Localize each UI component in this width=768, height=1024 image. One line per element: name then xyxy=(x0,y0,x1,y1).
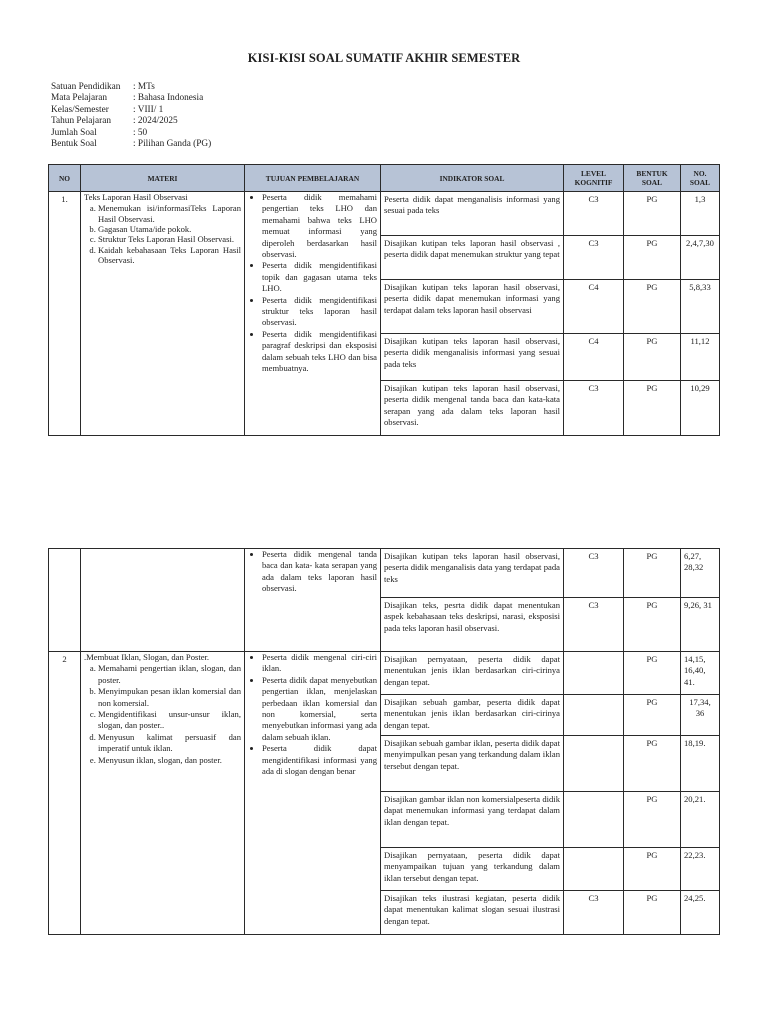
nosoal-cell: 18,19. xyxy=(681,736,720,792)
list-item: a. Memahami pengertian iklan, slogan, dan poster. xyxy=(98,663,241,686)
info-label: Tahun Pelajaran xyxy=(51,116,112,127)
info-value: : 2024/2025 xyxy=(133,116,178,127)
bentuk-cell: PG xyxy=(624,192,681,236)
info-row xyxy=(51,116,211,127)
list-item: a. Menemukan isi/informasiTeks Laporan Hasil Observasi. xyxy=(98,203,241,224)
materi-title: Teks Laporan Hasil Observasi xyxy=(84,192,188,202)
bentuk-cell: PG xyxy=(624,848,681,891)
table-row xyxy=(49,549,720,598)
indikator-cell: Disajikan sebuah gambar iklan, peserta didik dapat menyimpulkan pesan yang terkandung dalam iklan tersebut dengan tepat. xyxy=(381,736,564,792)
tujuan-list xyxy=(248,192,377,375)
nosoal-cell: 6,27, 28,32 xyxy=(681,549,720,598)
level-cell: C3 xyxy=(564,598,624,652)
header-level: LEVEL KOGNITIF xyxy=(564,165,624,192)
list-item: b. Menyimpukan pesan iklan komersial dan non komersial. xyxy=(98,686,241,709)
level-cell: C3 xyxy=(564,549,624,598)
nosoal-cell: 24,25. xyxy=(681,891,720,935)
bentuk-cell: PG xyxy=(624,549,681,598)
nosoal-cell: 11,12 xyxy=(681,334,720,381)
info-label: Jumlah Soal xyxy=(51,127,97,138)
info-value: : VIII/ 1 xyxy=(133,104,164,115)
level-cell xyxy=(564,792,624,848)
level-cell xyxy=(564,652,624,695)
level-cell: C3 xyxy=(564,891,624,935)
nosoal-cell: 17,34, 36 xyxy=(681,695,720,736)
bentuk-cell: PG xyxy=(624,280,681,334)
info-row xyxy=(51,139,211,150)
list-item: c. Mengidentifikasi unsur-unsur iklan, slogan, dan poster.. xyxy=(98,709,241,732)
info-label: Mata Pelajaran xyxy=(51,93,108,104)
level-cell: C4 xyxy=(564,280,624,334)
nosoal-cell: 20,21. xyxy=(681,792,720,848)
materi-list xyxy=(84,663,241,766)
info-row xyxy=(51,105,211,116)
tujuan-cell xyxy=(245,652,381,935)
list-item: • Peserta didik mengenal tanda baca dan kata- kata serapan yang ada dalam teks laporan hasil observasi. xyxy=(262,549,377,595)
indikator-cell: Disajikan pernyataan, peserta didik dapat menentukan jenis iklan berdasarkan ciri-cirinya dengan tepat. xyxy=(381,652,564,695)
info-value: : Bahasa Indonesia xyxy=(133,93,204,104)
indikator-cell: Disajikan kutipan teks laporan hasil observasi, peserta didik menganalisis data yang terdapat pada teks xyxy=(381,549,564,598)
info-label: Satuan Pendidikan xyxy=(51,82,121,92)
list-item: • Peserta didik dapat mengidentifikasi informasi yang ada di slogan dengan benar xyxy=(262,743,377,777)
list-item: • Peserta didik memahami pengertian teks LHO dan memahami bahwa teks LHO memuat informasi yang diperoleh berdasarkan hasil observasi. xyxy=(262,192,377,260)
materi-list xyxy=(84,203,241,265)
nosoal-cell: 1,3 xyxy=(681,192,720,236)
indikator-cell: Disajikan kutipan teks laporan hasil observasi, peserta didik dapat menemukan informasi yang terdapat dalam teks laporan hasil observasi xyxy=(381,280,564,334)
indikator-cell: Disajikan kutipan teks laporan hasil observasi , peserta didik dapat menemukan struktur yang tepat xyxy=(381,236,564,280)
indikator-cell: Peserta didik dapat menganalisis informasi yang sesuai pada teks xyxy=(381,192,564,236)
info-row xyxy=(51,128,211,139)
tujuan-cell xyxy=(245,549,381,652)
document-title: KISI-KISI SOAL SUMATIF AKHIR SEMESTER xyxy=(247,51,521,65)
info-label: Kelas/Semester xyxy=(51,104,109,115)
list-item: • Peserta didik dapat menyebutkan pengertian iklan, menjelaskan perbedaan iklan komersial dan non komersial, serta menyebutkan informasi yang ada dalam sebuah iklan. xyxy=(262,675,377,743)
level-cell xyxy=(564,695,624,736)
bentuk-cell: PG xyxy=(624,695,681,736)
indikator-cell: Disajikan teks ilustrasi kegiatan, peserta didik dapat menentukan kalimat slogan sesuai ilustrasi dengan tepat. xyxy=(381,891,564,935)
indikator-cell: Disajikan kutipan teks laporan hasil observasi, peserta didik mengenal tanda baca dan kata-kata serapan yang ada dalam teks laporan hasil observasi. xyxy=(381,381,564,436)
level-cell: C3 xyxy=(564,236,624,280)
header-nosoal: NO. SOAL xyxy=(681,165,720,192)
info-row xyxy=(51,82,211,93)
bentuk-cell: PG xyxy=(624,236,681,280)
materi-cell xyxy=(81,549,245,652)
list-item: • Peserta didik mengenal ciri-ciri iklan. xyxy=(262,652,377,675)
nosoal-cell: 10,29 xyxy=(681,381,720,436)
level-cell xyxy=(564,736,624,792)
nosoal-cell: 5,8,33 xyxy=(681,280,720,334)
nosoal-cell: 9,26, 31 xyxy=(681,598,720,652)
bentuk-cell: PG xyxy=(624,736,681,792)
list-item: b. Gagasan Utama/ide pokok. xyxy=(98,224,241,234)
tujuan-cell xyxy=(245,192,381,436)
materi-title: .Membuat Iklan, Slogan, dan Poster. xyxy=(84,652,210,662)
list-item: c. Struktur Teks Laporan Hasil Observasi. xyxy=(98,234,241,244)
bentuk-cell: PG xyxy=(624,598,681,652)
list-item: • Peserta didik mengidentifikasi topik dan gagasan utama teks LHO. xyxy=(262,260,377,294)
row-number xyxy=(49,549,81,652)
header-indikator: INDIKATOR SOAL xyxy=(381,165,564,192)
bentuk-cell: PG xyxy=(624,381,681,436)
tujuan-list xyxy=(248,652,377,777)
bentuk-cell: PG xyxy=(624,891,681,935)
indikator-cell: Disajikan sebuah gambar, peserta didik dapat menentukan jenis iklan berdasarkan ciri-cirinya dengan tepat. xyxy=(381,695,564,736)
info-row xyxy=(51,93,211,104)
header-bentuk: BENTUK SOAL xyxy=(624,165,681,192)
nosoal-cell: 2,4,7,30 xyxy=(681,236,720,280)
list-item: • Peserta didik mengidentifikasi struktur teks laporan hasil observasi. xyxy=(262,295,377,329)
materi-cell xyxy=(81,192,245,436)
info-block xyxy=(51,82,211,150)
list-item: e. Menyusun iklan, slogan, dan poster. xyxy=(98,755,241,766)
list-item: d. Kaidah kebahasaan Teks Laporan Hasil Observasi. xyxy=(98,245,241,266)
table-row xyxy=(49,192,720,236)
header-materi: MATERI xyxy=(81,165,245,192)
list-item: • Peserta didik mengidentifikasi paragraf deskripsi dan eksposisi dalam sebuah teks LHO dan bisa membuatnya. xyxy=(262,329,377,375)
indikator-cell: Disajikan pernyataan, peserta didik dapat menyampaikan tujuan yang terkandung dalam iklan tersebut dengan tepat. xyxy=(381,848,564,891)
materi-cell xyxy=(81,652,245,935)
row-number: 1. xyxy=(49,192,81,436)
info-value: : 50 xyxy=(133,127,148,138)
header-no: NO xyxy=(49,165,81,192)
bentuk-cell: PG xyxy=(624,652,681,695)
info-label: Bentuk Soal xyxy=(51,139,97,150)
kisi-kisi-table-page2 xyxy=(48,548,720,935)
info-value: : MTs xyxy=(133,82,155,92)
row-number: 2 xyxy=(49,652,81,935)
bentuk-cell: PG xyxy=(624,792,681,848)
indikator-cell: Disajikan kutipan teks laporan hasil observasi, peserta didik menganalisis informasi yang sesuai pada teks xyxy=(381,334,564,381)
tujuan-list xyxy=(248,549,377,595)
nosoal-cell: 14,15, 16,40, 41. xyxy=(681,652,720,695)
nosoal-cell: 22,23. xyxy=(681,848,720,891)
table-row xyxy=(49,652,720,695)
level-cell: C4 xyxy=(564,334,624,381)
level-cell: C3 xyxy=(564,192,624,236)
level-cell xyxy=(564,848,624,891)
list-item: d. Menyusun kalimat persuasif dan imperatif untuk iklan. xyxy=(98,732,241,755)
kisi-kisi-table-page1 xyxy=(48,164,720,436)
bentuk-cell: PG xyxy=(624,334,681,381)
header-tujuan: TUJUAN PEMBELAJARAN xyxy=(245,165,381,192)
indikator-cell: Disajikan gambar iklan non komersialpeserta didik dapat menemukan informasi yang terdapat dalam iklan dengan tepat. xyxy=(381,792,564,848)
info-value: : Pilihan Ganda (PG) xyxy=(133,139,212,150)
indikator-cell: Disajikan teks, pesrta didik dapat menentukan aspek kebahasaan teks deskripsi, narasi, eksposisi pada teks laporan hasil observasi. xyxy=(381,598,564,652)
level-cell: C3 xyxy=(564,381,624,436)
